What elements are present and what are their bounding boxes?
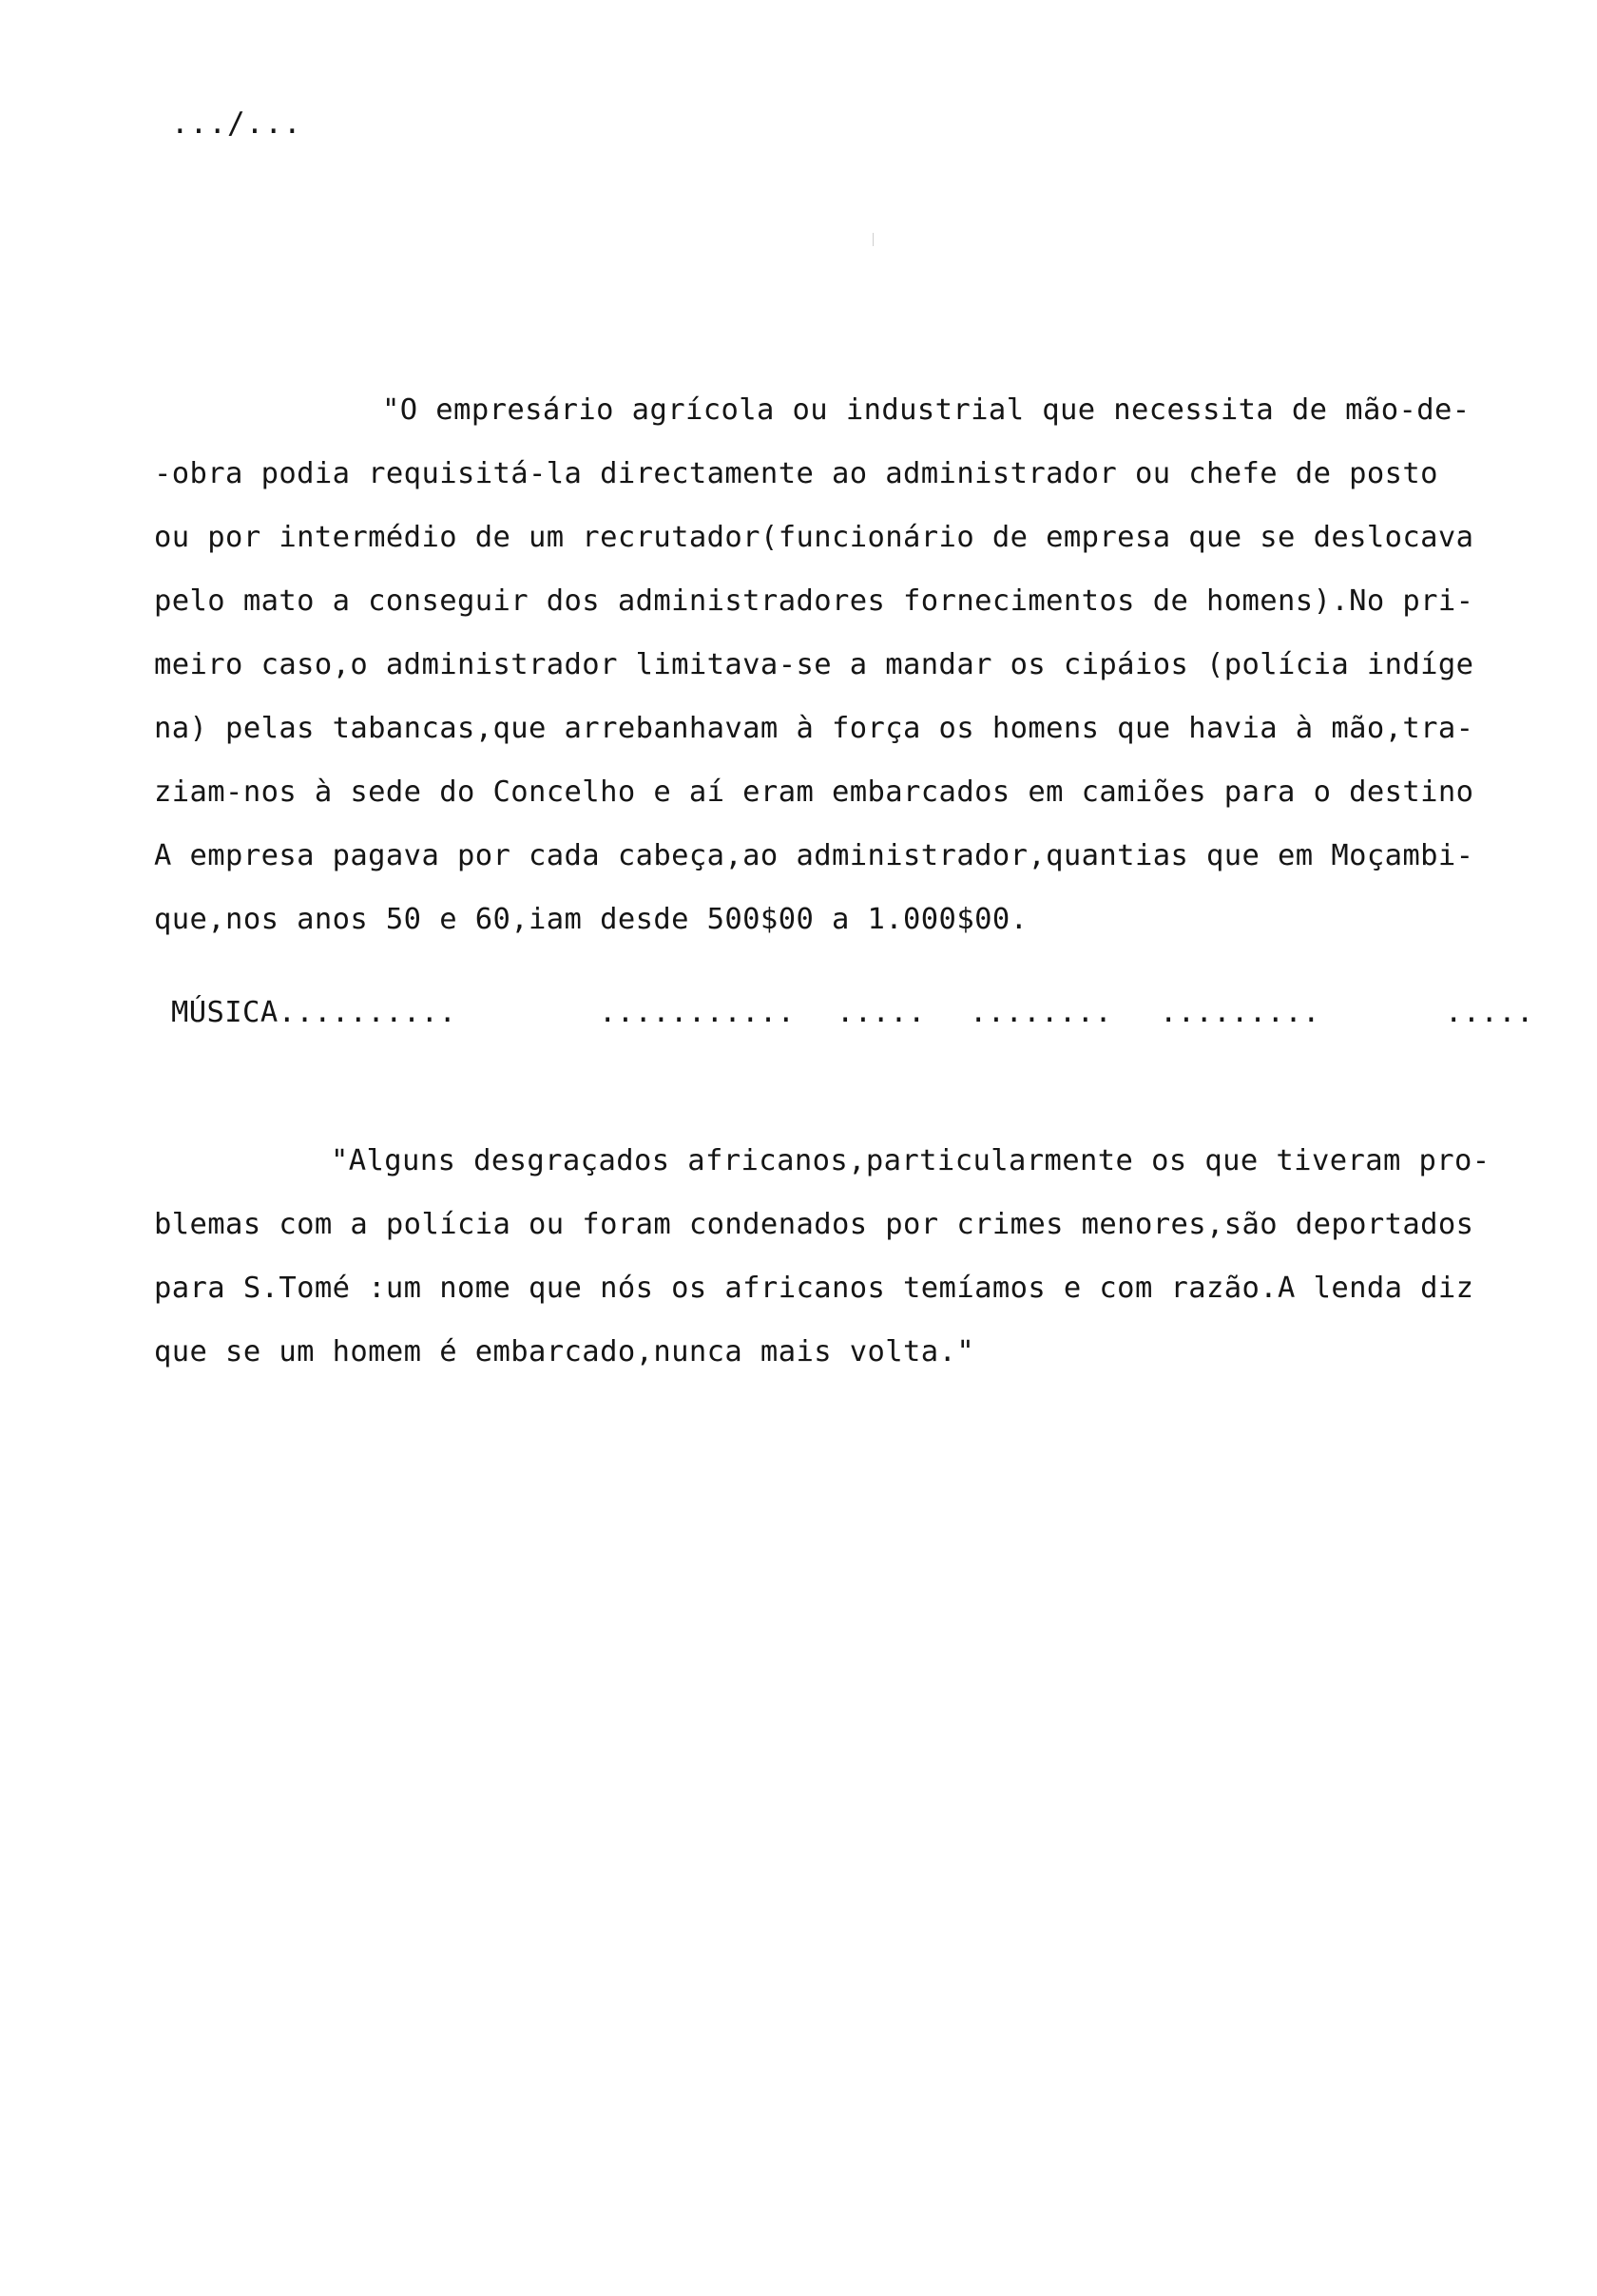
dot-leader: ........ — [970, 996, 1113, 1029]
dot-leader: ......... — [1160, 996, 1320, 1029]
quote-one-line: ziam-nos à sede do Concelho e aí eram embarcados em camiões para o destino — [154, 775, 1474, 809]
scan-mark — [873, 233, 874, 246]
music-label: MÚSICA.......... — [171, 996, 457, 1029]
quote-one-line: meiro caso,o administrador limitava-se a mandar os cipáios (polícia indíge — [154, 648, 1474, 681]
quote-one-line: pelo mato a conseguir dos administradores fornecimentos de homens).No pri- — [154, 584, 1474, 618]
quote-two-line: blemas com a polícia ou foram condenados por crimes menores,são deportados — [154, 1208, 1474, 1241]
continuation-marker: .../... — [171, 106, 302, 141]
dot-leader: ..... — [1445, 996, 1534, 1029]
quote-two-line: que se um homem é embarcado,nunca mais volta." — [154, 1335, 975, 1368]
quote-one-line: "O empresário agrícola ou industrial que necessita de mão-de- — [382, 393, 1471, 427]
quote-one-line: ou por intermédio de um recrutador(funcionário de empresa que se deslocava — [154, 521, 1474, 554]
dot-leader: ........... — [599, 996, 796, 1029]
quote-two-line: "Alguns desgraçados africanos,particularmente os que tiveram pro- — [331, 1144, 1491, 1177]
quote-one-line: na) pelas tabancas,que arrebanhavam à força os homens que havia à mão,tra- — [154, 712, 1474, 745]
music-cue-line — [171, 996, 1540, 1043]
quote-one-line: -obra podia requisitá-la directamente ao administrador ou chefe de posto — [154, 457, 1438, 490]
quote-one-line: que,nos anos 50 e 60,iam desde 500$00 a 1.000$00. — [154, 903, 1029, 936]
quote-paragraph-recruitment — [154, 378, 1561, 951]
quote-one-line: A empresa pagava por cada cabeça,ao administrador,quantias que em Moçambi- — [154, 839, 1474, 872]
quote-two-line: para S.Tomé :um nome que nós os africanos temíamos e com razão.A lenda diz — [154, 1272, 1474, 1305]
dot-leader: ..... — [837, 996, 926, 1029]
quote-paragraph-deportation — [154, 1129, 1561, 1384]
